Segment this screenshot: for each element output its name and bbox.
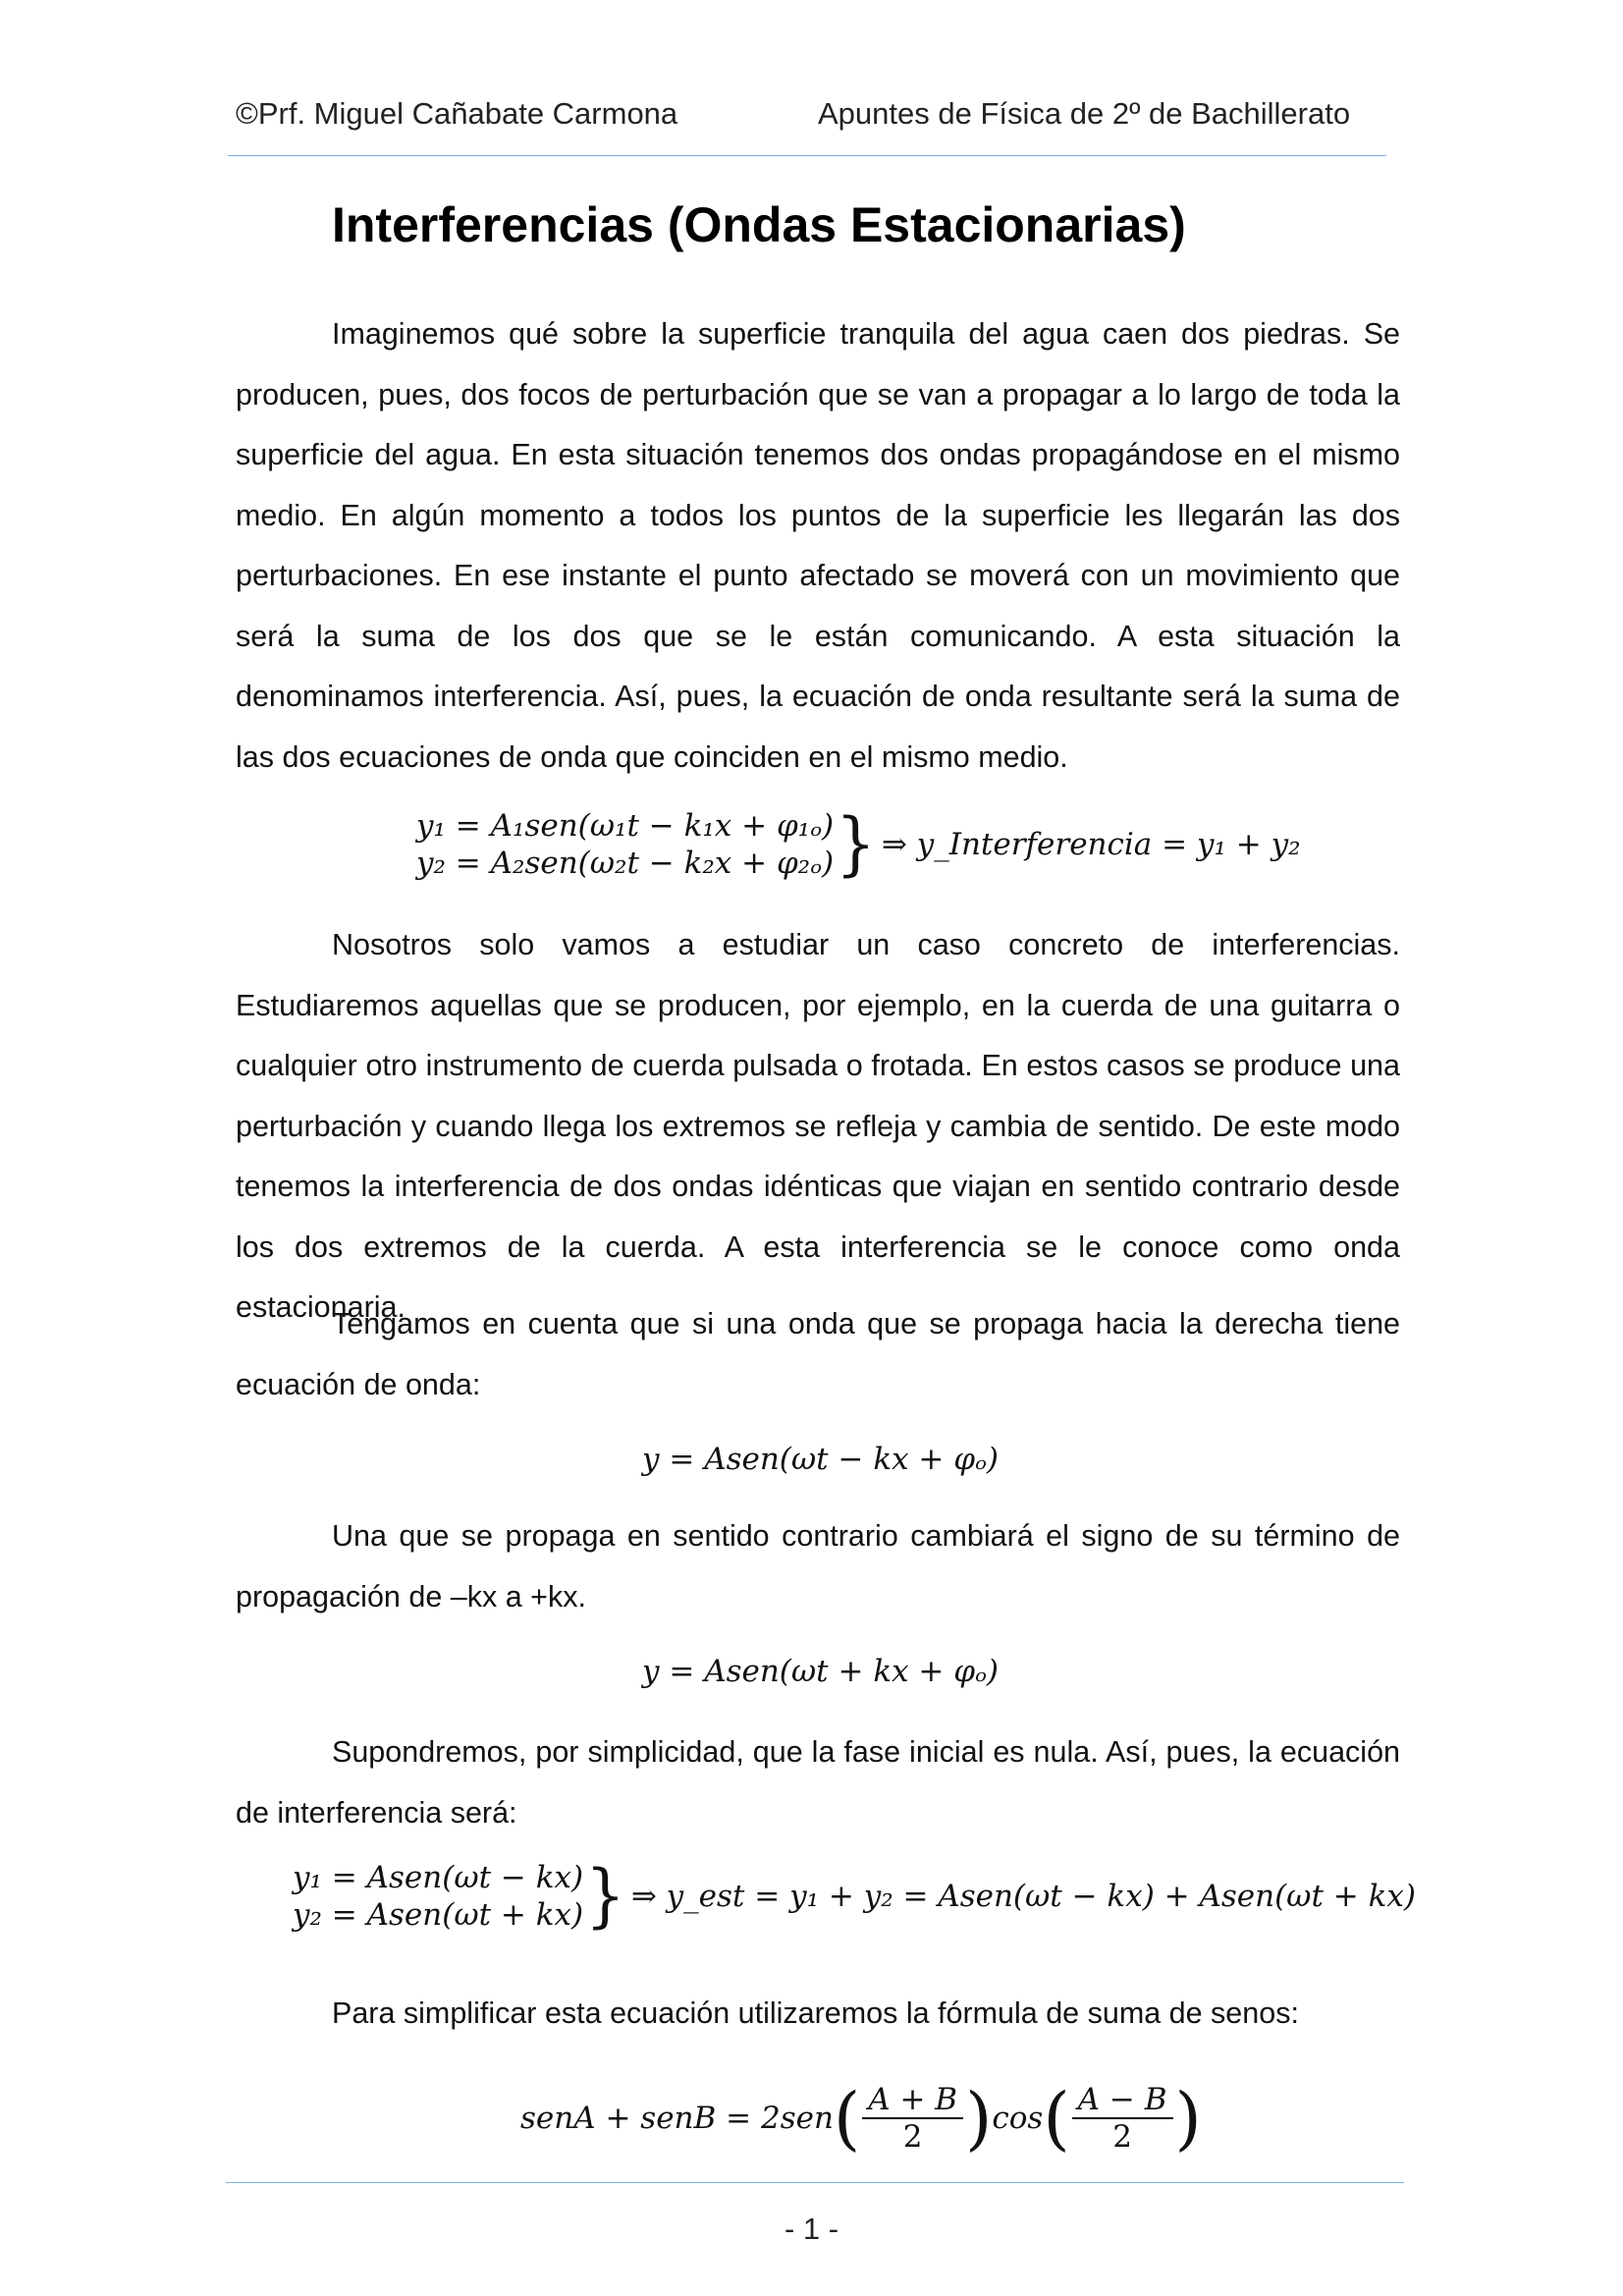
sine-sum-lhs: senA + senB = 2sen bbox=[520, 2101, 834, 2136]
cos-label: cos bbox=[992, 2101, 1044, 2136]
left-paren: ( bbox=[833, 2078, 861, 2159]
paragraph-standing-waves: Nosotros solo vamos a estudiar un caso concreto de interferencias. Estudiaremos aquellas que se producen, por ejemplo, en la cuerda de una guitarra o cualquier otro instrumento de cuerda pulsada o frotada. En estos casos se produce una perturbación y cuando llega los extremos se refleja y cambia de sentido. De este modo tenemos la interferencia de dos ondas idénticas que viajan en sentido contrario desde los dos extremos de la cuerda. A esta interferencia se le conoce como onda estacionaria. bbox=[236, 928, 1400, 1324]
equation-wave-left: y = Asen(ωt + kx + φₒ) bbox=[642, 1654, 1000, 1689]
left-paren: ( bbox=[1043, 2078, 1070, 2159]
header-course: Apuntes de Física de 2º de Bachillerato bbox=[818, 96, 1351, 131]
equation-sine-sum bbox=[520, 2078, 1202, 2159]
page-number: - 1 - bbox=[784, 2212, 839, 2246]
equation-interference-result: ⇒ y_Interferencia = y₁ + y₂ bbox=[881, 827, 1301, 862]
equation-y1: y₁ = A₁sen(ω₁t − k₁x + φ₁ₒ) bbox=[416, 808, 835, 844]
paragraph-intro: Imaginemos qué sobre la superficie tranquila del agua caen dos piedras. Se producen, pues, dos focos de perturbación que se van a propagar a lo largo de toda la superficie del agua. En esta situación tenemos dos ondas propagándose en el mismo medio. En algún momento a todos los puntos de la superficie les llegarán las dos perturbaciones. En ese instante el punto afectado se moverá con un movimiento que será la suma de los dos que se le están comunicando. A esta situación la denominamos interferencia. Así, pues, la ecuación de onda resultante será la suma de las dos ecuaciones de onda que coinciden en el mismo medio. bbox=[236, 317, 1400, 774]
equation-standing-result: ⇒ y_est = y₁ + y₂ = Asen(ωt − kx) + Asen(ωt + kx) bbox=[630, 1879, 1416, 1914]
right-brace: } bbox=[836, 804, 876, 885]
paragraph-sum-formula: Para simplificar esta ecuación utilizaremos la fórmula de suma de senos: bbox=[332, 1996, 1299, 2030]
equation-y2: y₂ = A₂sen(ω₂t − k₂x + φ₂ₒ) bbox=[416, 846, 835, 881]
paragraph-right-wave: Tengamos en cuenta que si una onda que se propaga hacia la derecha tiene ecuación de onda: bbox=[236, 1307, 1400, 1401]
page-title: Interferencias (Ondas Estacionarias) bbox=[332, 197, 1186, 252]
right-brace: } bbox=[585, 1856, 625, 1937]
footer-rule bbox=[226, 2182, 1404, 2183]
equation-wave-right: y = Asen(ωt − kx + φₒ) bbox=[642, 1442, 1000, 1477]
fraction-denominator: 2 bbox=[902, 2119, 923, 2155]
fraction-a-minus-b bbox=[1072, 2082, 1173, 2155]
fraction-numerator: A − B bbox=[1072, 2082, 1173, 2119]
header-author: ©Prf. Miguel Cañabate Carmona bbox=[236, 96, 678, 131]
right-paren: ) bbox=[1174, 2078, 1202, 2159]
equation-y1-standing: y₁ = Asen(ωt − kx) bbox=[293, 1860, 584, 1895]
fraction-denominator: 2 bbox=[1112, 2119, 1132, 2155]
equation-system-standing bbox=[293, 1856, 1416, 1937]
fraction-numerator: A + B bbox=[862, 2082, 963, 2119]
paragraph-phase: Supondremos, por simplicidad, que la fase inicial es nula. Así, pues, la ecuación de interferencia será: bbox=[236, 1735, 1400, 1830]
equation-y2-standing: y₂ = Asen(ωt + kx) bbox=[293, 1897, 584, 1933]
header-rule bbox=[228, 155, 1386, 156]
equation-system-interference bbox=[416, 804, 1301, 885]
paragraph-left-wave: Una que se propaga en sentido contrario cambiará el signo de su término de propagación de –kx a +kx. bbox=[236, 1519, 1400, 1613]
fraction-a-plus-b bbox=[862, 2082, 963, 2155]
right-paren: ) bbox=[965, 2078, 993, 2159]
